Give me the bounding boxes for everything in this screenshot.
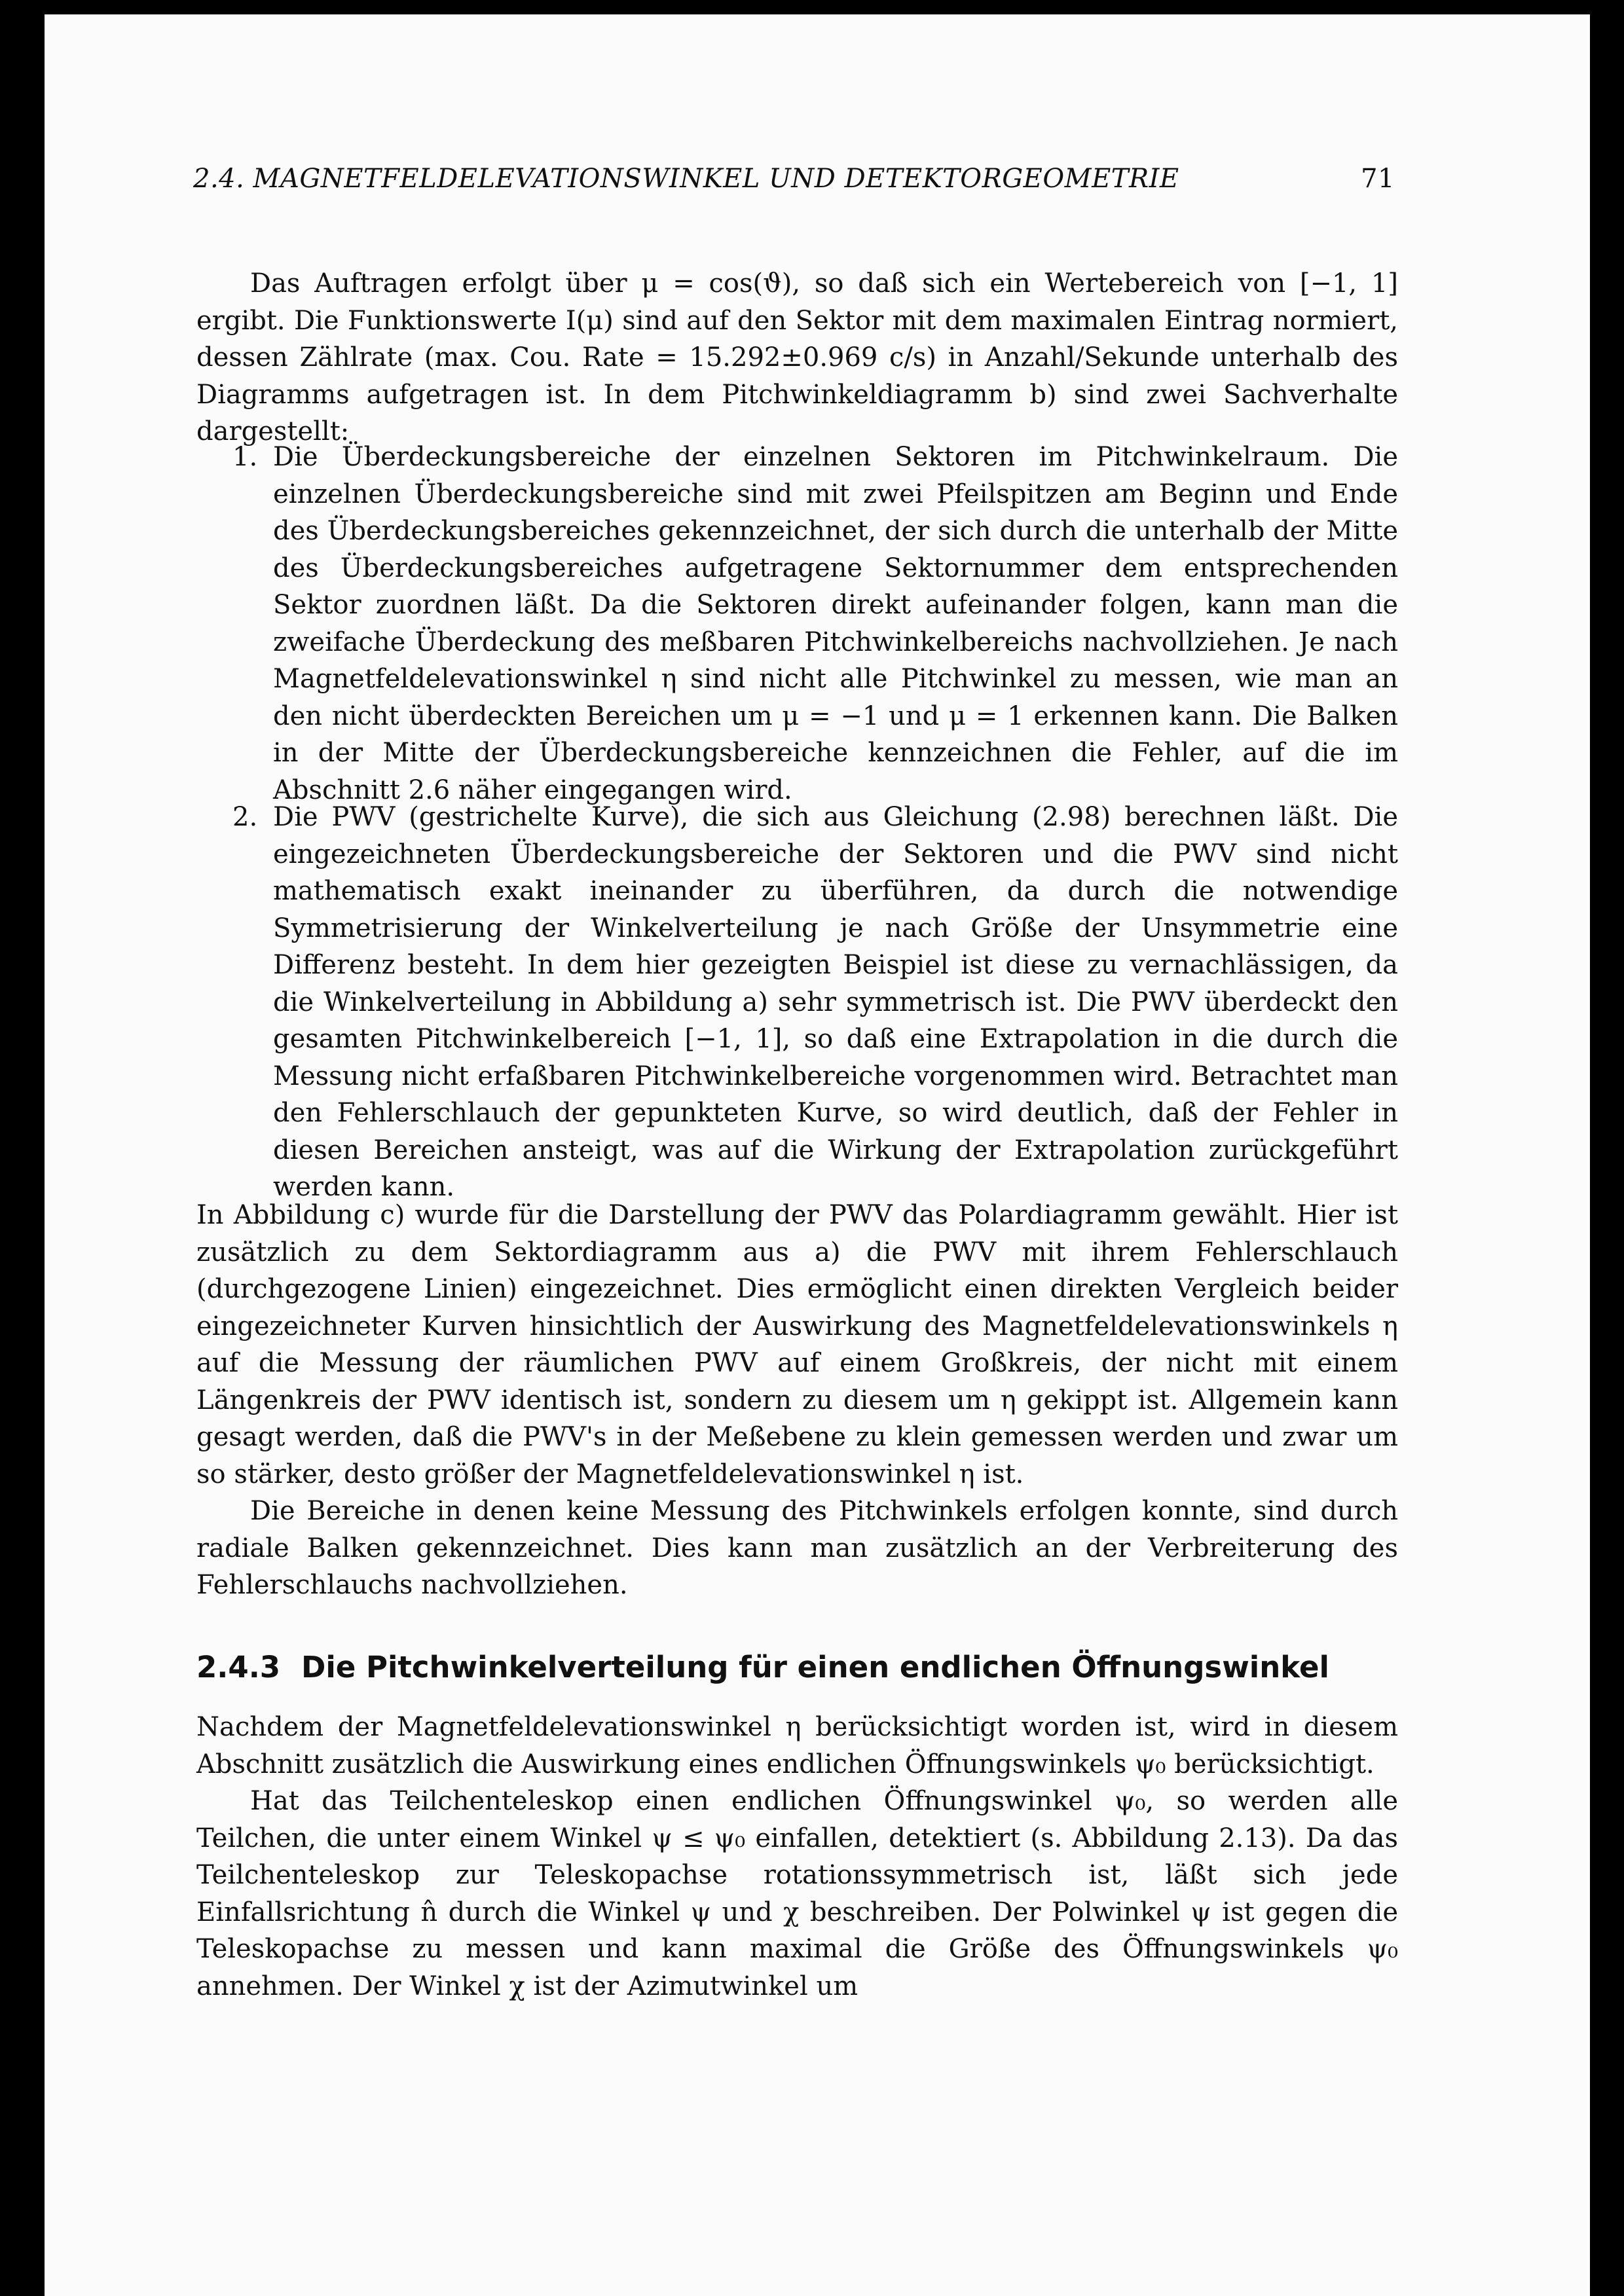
paragraph-abbildung-c: In Abbildung c) wurde für die Darstellung der PWV das Polardiagramm gewählt. Hier ist zusätzlich zu dem Sektordiagramm aus a) die PWV mit ihrem Fehlerschlauch (durchgezogene Linien) eingezeichnet. Dies ermöglicht einen direkten Vergleich beider eingezeichneter Kurven hinsichtlich der Auswirkung des Magnetfeldelevationswinkels η auf die Messung der räumlichen PWV auf einem Großkreis, der nicht mit einem Längenkreis der PWV identisch ist, sondern zu diesem um η gekippt ist. Allgemein kann gesagt werden, daß die PWV's in der Meßebene zu klein gemessen werden und zwar um so stärker, desto größer der Magnetfeldelevationswinkel η ist. xyxy=(196,1200,1399,1489)
header-title: 2.4. MAGNETFELDELEVATIONSWINKEL UND DETEKTORGEOMETRIE xyxy=(193,164,1179,194)
paragraph-nachdem: Nachdem der Magnetfeldelevationswinkel η berücksichtigt worden ist, wird in diesem Abschnitt zusätzlich die Auswirkung eines endlichen Öffnungswinkels ψ₀ berücksichtigt. xyxy=(196,1712,1398,1779)
intro-paragraph-block xyxy=(196,265,1398,450)
intro-paragraph: Das Auftragen erfolgt über μ = cos(ϑ), so daß sich ein Wertebereich von [−1, 1] ergibt. Die Funktionswerte I(μ) sind auf den Sektor mit dem maximalen Eintrag normiert, dessen Zählrate (max. Cou. Rate = 15.292±0.969 c/s) in Anzahl/Sekunde unterhalb des Diagramms aufgetragen ist. In dem Pitchwinkeldiagramm b) sind zwei Sachverhalte dargestellt: xyxy=(196,268,1398,446)
section-heading xyxy=(196,1650,1398,1685)
list-label-2: 2. xyxy=(232,802,258,832)
paragraph-bereiche: Die Bereiche in denen keine Messung des Pitchwinkels erfolgen konnte, sind durch radiale Balken gekennzeichnet. Dies kann man zusätzlich an der Verbreiterung des Fehlerschlauchs nachvollziehen. xyxy=(196,1496,1398,1600)
running-header xyxy=(193,164,1395,194)
section-title: Die Pitchwinkelverteilung für einen endlichen Öffnungswinkel xyxy=(301,1650,1329,1685)
list-label-1: 1. xyxy=(232,442,258,472)
list-text-2: Die PWV (gestrichelte Kurve), die sich aus Gleichung (2.98) berechnen läßt. Die eingezeichneten Überdeckungsbereiche der Sektoren und die PWV sind nicht mathematisch exakt ineinander zu überführen, da durch die notwendige Symmetrisierung der Winkelverteilung je nach Größe der Unsymmetrie eine Differenz besteht. In dem hier gezeigten Beispiel ist diese zu vernachlässigen, da die Winkelverteilung in Abbildung a) sehr symmetrisch ist. Die PWV überdeckt den gesamten Pitchwinkelbereich [−1, 1], so daß eine Extrapolation in die durch die Messung nicht erfaßbaren Pitchwinkelbereiche vorgenommen wird. Betrachtet man den Fehlerschlauch der gepunkteten Kurve, so wird deutlich, daß der Fehler in diesen Bereichen ansteigt, was auf die Wirkung der Extrapolation zurückgeführt werden kann. xyxy=(273,802,1398,1202)
page-number: 71 xyxy=(1361,164,1395,194)
body-block-section xyxy=(196,1709,1398,2005)
paragraph-hat: Hat das Teilchenteleskop einen endlichen Öffnungswinkel ψ₀, so werden alle Teilchen, die unter einem Winkel ψ ≤ ψ₀ einfallen, detektiert (s. Abbildung 2.13). Da das Teilchenteleskop zur Teleskopachse rotationssymmetrisch ist, läßt sich jede Einfallsrichtung n̂ durch die Winkel ψ und χ beschreiben. Der Polwinkel ψ ist gegen die Teleskopachse zu messen und kann maximal die Größe des Öffnungswinkels ψ₀ annehmen. Der Winkel χ ist der Azimutwinkel um xyxy=(196,1786,1398,2001)
section-number: 2.4.3 xyxy=(196,1650,281,1685)
list-item-2 xyxy=(232,799,1398,1206)
list-item-1 xyxy=(232,439,1398,809)
body-block-c xyxy=(196,1197,1398,1604)
list-text-1: Die Überdeckungsbereiche der einzelnen Sektoren im Pitchwinkelraum. Die einzelnen Überdeckungsbereiche sind mit zwei Pfeilspitzen am Beginn und Ende des Überdeckungsbereiches gekennzeichnet, der sich durch die unterhalb der Mitte des Überdeckungsbereiches aufgetragene Sektornummer dem entsprechenden Sektor zuordnen läßt. Da die Sektoren direkt aufeinander folgen, kann man die zweifache Überdeckung des meßbaren Pitchwinkelbereichs nachvollziehen. Je nach Magnetfeldelevationswinkel η sind nicht alle Pitchwinkel zu messen, wie man an den nicht überdeckten Bereichen um μ = −1 und μ = 1 erkennen kann. Die Balken in der Mitte der Überdeckungsbereiche kennzeichnen die Fehler, auf die im Abschnitt 2.6 näher eingegangen wird. xyxy=(273,442,1398,805)
